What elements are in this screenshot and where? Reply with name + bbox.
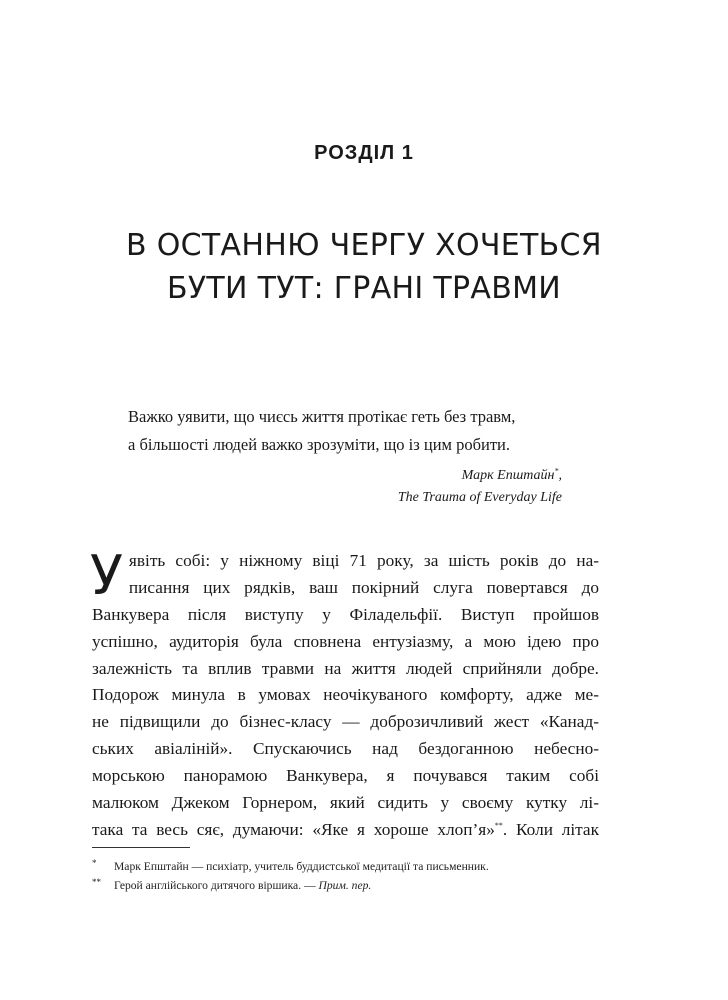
- footnote-ref: *: [554, 466, 559, 476]
- footnote-text: Герой англійського дитячого віршика. —: [114, 879, 319, 892]
- epigraph: [128, 403, 562, 509]
- body-line: писання цих рядків, ваш покірний слуга повертався до: [128, 577, 599, 597]
- body-line: успішно, аудиторія була сповнена ентузіазму, а мою ідею про: [92, 631, 599, 651]
- epigraph-line: а більшості людей важко зрозуміти, що із цим робити.: [128, 435, 511, 454]
- body-line: Ванкувера після виступу у Філадельфії. Виступ пройшов: [92, 604, 599, 624]
- footnote-mark: **: [92, 877, 101, 887]
- chapter-title-line: БУТИ ТУТ: ГРАНІ ТРАВМИ: [166, 271, 562, 306]
- footnote-divider: [92, 847, 190, 848]
- body-line-last: [92, 817, 599, 844]
- body-line-text: . Коли літак: [502, 819, 599, 839]
- footnote-mark: *: [92, 858, 97, 868]
- body-line: Подорож минула в умовах неочікуваного комфорту, адже ме-: [92, 685, 599, 705]
- chapter-label: РОЗДІЛ 1: [314, 142, 414, 164]
- body-line: морською панорамою Ванкувера, я почувався таким собі: [92, 766, 599, 786]
- chapter-title-line: В ОСТАННЮ ЧЕРГУ ХОЧЕТЬСЯ: [126, 228, 602, 263]
- footnotes: [92, 857, 612, 895]
- footnote: [92, 857, 612, 876]
- drop-cap: У: [90, 544, 123, 607]
- body-line-text: така та весь сяє, думаючи: «Яке я хороше хлоп’я»: [92, 819, 495, 839]
- body-line: залежність та вплив травми на життя людей сприйняли добре.: [92, 658, 599, 678]
- body-line: малюком Джеком Горнером, який сидить у своєму кутку лі-: [92, 793, 599, 813]
- footnote-text: Марк Епштайн — психіатр, учитель буддистської медитації та письменник.: [114, 860, 489, 873]
- epigraph-source: The Trauma of Everyday Life: [397, 490, 562, 505]
- footnote: [92, 876, 612, 895]
- footnote-translator-note: Прим. пер.: [318, 879, 372, 892]
- chapter-title: [60, 224, 668, 310]
- body-line: не підвищили до бізнес-класу — доброзичливий жест «Канад-: [92, 712, 599, 732]
- epigraph-author-name: Марк Епштайн: [461, 468, 555, 483]
- body-text: [90, 544, 599, 844]
- body-line: ських авіаліній». Спускаючись над бездоганною небесно-: [92, 739, 599, 759]
- epigraph-line: Важко уявити, що чиєсь життя протікає геть без травм,: [128, 407, 516, 426]
- body-line: явіть собі: у ніжному віці 71 року, за шість років до на-: [128, 551, 599, 570]
- epigraph-author: Марк Епштайн*,: [461, 466, 562, 483]
- footnote-ref: **: [494, 821, 503, 831]
